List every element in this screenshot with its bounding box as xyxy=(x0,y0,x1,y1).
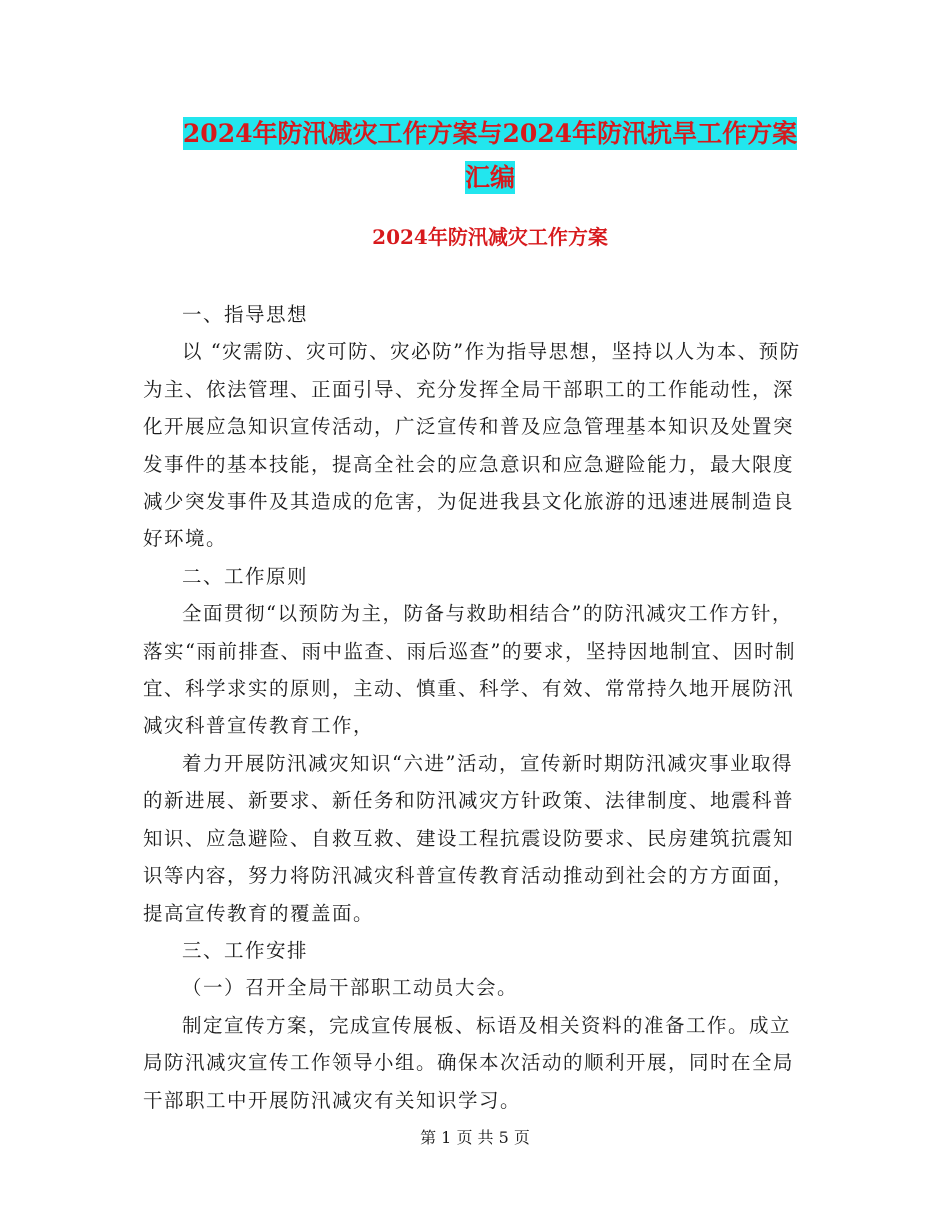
page-title-line-2: 汇编 xyxy=(464,163,515,192)
section-title: 2024年防汛减灾工作方案 xyxy=(372,225,608,249)
heading-guiding-ideology: 一、指导思想 xyxy=(182,303,309,326)
page-title xyxy=(140,112,840,200)
paragraph-mobilization-meeting: 制定宣传方案，完成宣传展板、标语及相关资料的准备工作。成立局防汛减灾宣传工作领导小组。确保本次活动的顺利开展，同时在全局干部职工中开展防汛减灾有关知识学习。 xyxy=(143,1013,795,1112)
page-title-line-1: 2024年防汛减灾工作方案与2024年防汛抗旱工作方案 xyxy=(182,119,798,148)
paragraph-six-entries: 着力开展防汛减灾知识“六进”活动，宣传新时期防汛减灾事业取得的新进展、新要求、新任务和防汛减灾方针政策、法律制度、地震科普知识、应急避险、自救互救、建设工程抗震设防要求、民房建筑抗震知识等内容，努力将防汛减灾科普宣传教育活动推动到社会的方方面面，提高宣传教育的覆盖面。 xyxy=(143,751,795,925)
paragraph-work-principles: 全面贯彻“以预防为主，防备与救助相结合”的防汛减灾工作方针，落实“雨前排查、雨中监查、雨后巡查”的要求，坚持因地制宜、因时制宜、科学求实的原则，主动、慎重、科学、有效、常常持久地开展防汛减灾科普宣传教育工作， xyxy=(143,602,796,738)
document-body xyxy=(143,296,803,1119)
subheading-mobilization-meeting: （一）召开全局干部职工动员大会。 xyxy=(182,976,519,1000)
heading-work-arrangement: 三、工作安排 xyxy=(182,938,309,962)
heading-work-principles: 二、工作原则 xyxy=(182,564,309,588)
paragraph-guiding-ideology: 以 “灾需防、灾可防、灾必防”作为指导思想，坚持以人为本、预防为主、依法管理、正面引导、充分发挥全局干部职工的工作能动性，深化开展应急知识宣传活动，广泛宣传和普及应急管理基本知识及处置突发事件的基本技能，提高全社会的应急意识和应急避险能力，最大限度减少突发事件及其造成的危害，为促进我县文化旅游的迅速进展制造良好环境。 xyxy=(143,340,801,551)
page-footer: 第 1 页 共 5 页 xyxy=(420,1128,530,1147)
